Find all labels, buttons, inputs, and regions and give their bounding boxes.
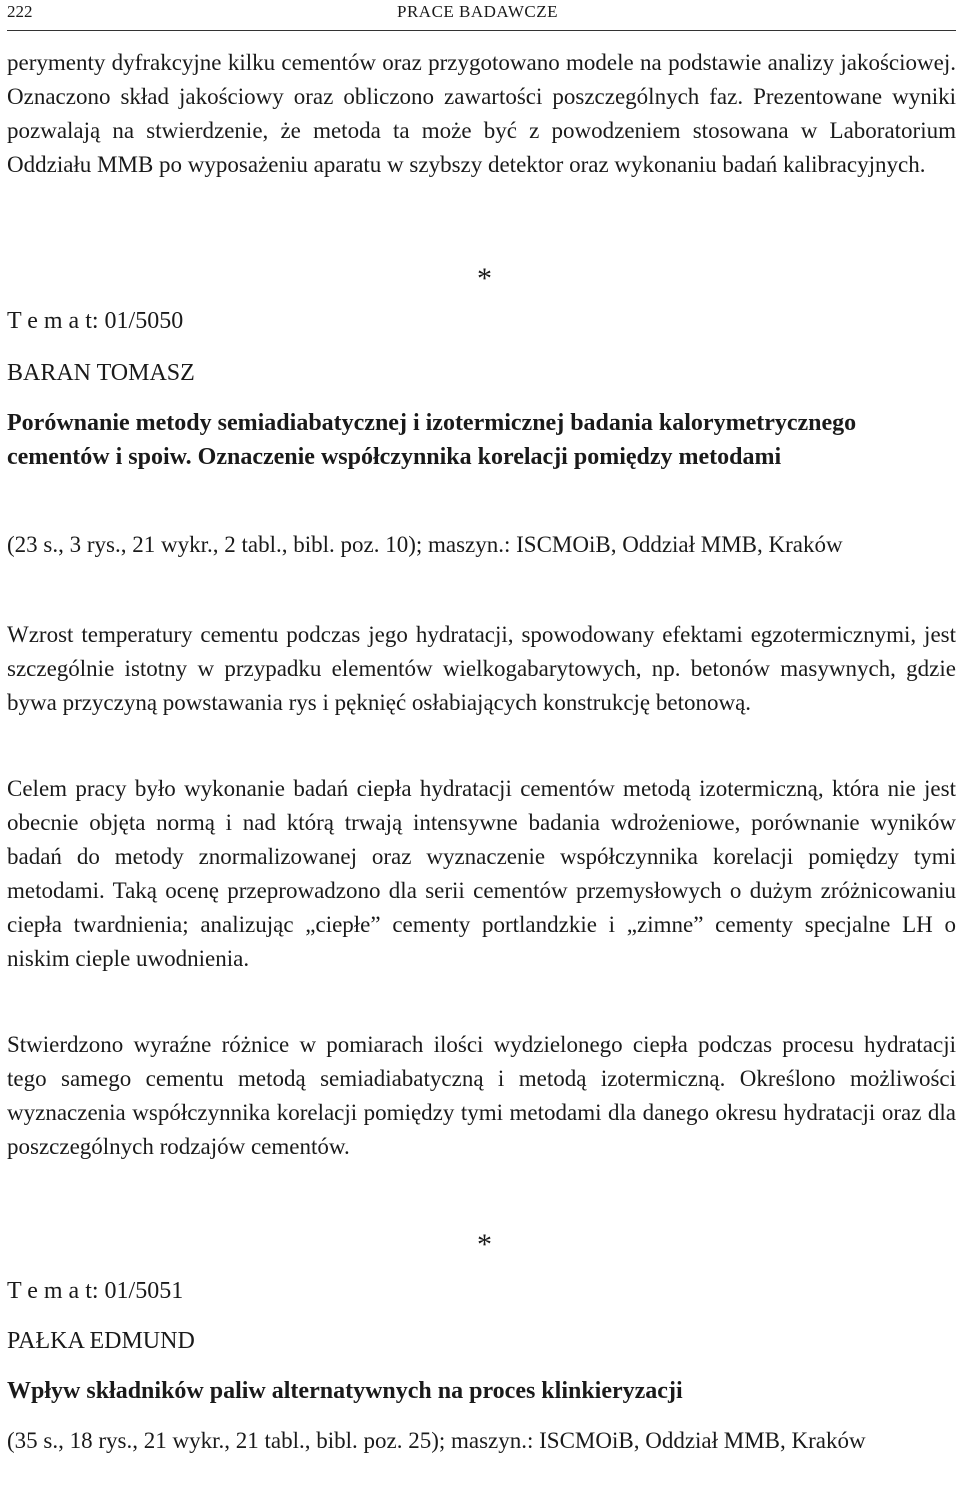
- section-separator: *: [477, 1228, 492, 1261]
- intro-paragraph: perymenty dyfrakcyjne kilku cementów oraz przygotowano modele na podstawie analizy jakościowej. Oznaczono skład jakościowy oraz obliczono zawartości poszczególnych faz. Prezentowane wyniki pozwalają na stwierdzenie, że metoda ta może być z powodzeniem stosowana w Laboratorium Oddziału MMB po wyposażeniu aparatu w szybszy detektor oraz wykonaniu badań kalibracyjnych.: [7, 50, 956, 177]
- section-separator: *: [477, 262, 492, 295]
- author-name: BARAN TOMASZ: [7, 360, 195, 386]
- author-name: PAŁKA EDMUND: [7, 1328, 195, 1354]
- abstract-paragraph: Stwierdzono wyraźne różnice w pomiarach ilości wydzielonego ciepła podczas procesu hydratacji tego samego cementu metodą semiadiabatyczną i metodą izotermiczną. Określono możliwości wyznaczenia współczynnika korelacji pomiędzy tymi metodami dla danego okresu hydratacji oraz dla poszczególnych rodzajów cementów.: [7, 1032, 956, 1159]
- report-title: Porównanie metody semiadiabatycznej i izotermicznej badania kalorymetrycznego cementów i spoiw. Oznaczenie współczynnika korelacji pomiędzy metodami: [7, 410, 857, 470]
- topic-number: T e m a t: 01/5051: [7, 1278, 184, 1304]
- bibliographic-info: (35 s., 18 rys., 21 wykr., 21 tabl., bibl. poz. 25); maszyn.: ISCMOiB, Oddział MMB, Kraków: [7, 1428, 866, 1453]
- bibliographic-info: (23 s., 3 rys., 21 wykr., 2 tabl., bibl. poz. 10); maszyn.: ISCMOiB, Oddział MMB, Kraków: [7, 532, 843, 557]
- abstract-paragraph: Wzrost temperatury cementu podczas jego hydratacji, spowodowany efektami egzotermicznymi, jest szczególnie istotny w przypadku elementów wielkogabarytowych, np. betonów masywnych, gdzie bywa przyczyną powstawania rys i pęknięć osłabiających konstrukcję betonową.: [7, 622, 956, 715]
- page-number: 222: [7, 2, 33, 21]
- topic-number: T e m a t: 01/5050: [7, 308, 184, 334]
- abstract-paragraph: Celem pracy było wykonanie badań ciepła hydratacji cementów metodą izotermiczną, która nie jest obecnie objęta normą i nad którą trwają intensywne badania wdrożeniowe, porównanie wyników badań do metody znormalizowanej oraz wyznaczenie współczynnika korelacji pomiędzy tymi metodami. Taką ocenę przeprowadzono dla serii cementów przemysłowych o dużym zróżnicowaniu ciepła twardnienia; analizując „ciepłe” cementy portlandzkie i „zimne” cementy specjalne LH o niskim cieple uwodnienia.: [7, 776, 956, 971]
- running-header: [7, 0, 956, 31]
- journal-title: PRACE BADAWCZE: [397, 2, 559, 21]
- document-page: [7, 0, 956, 1489]
- report-title: Wpływ składników paliw alternatywnych na proces klinkieryzacji: [7, 1378, 683, 1404]
